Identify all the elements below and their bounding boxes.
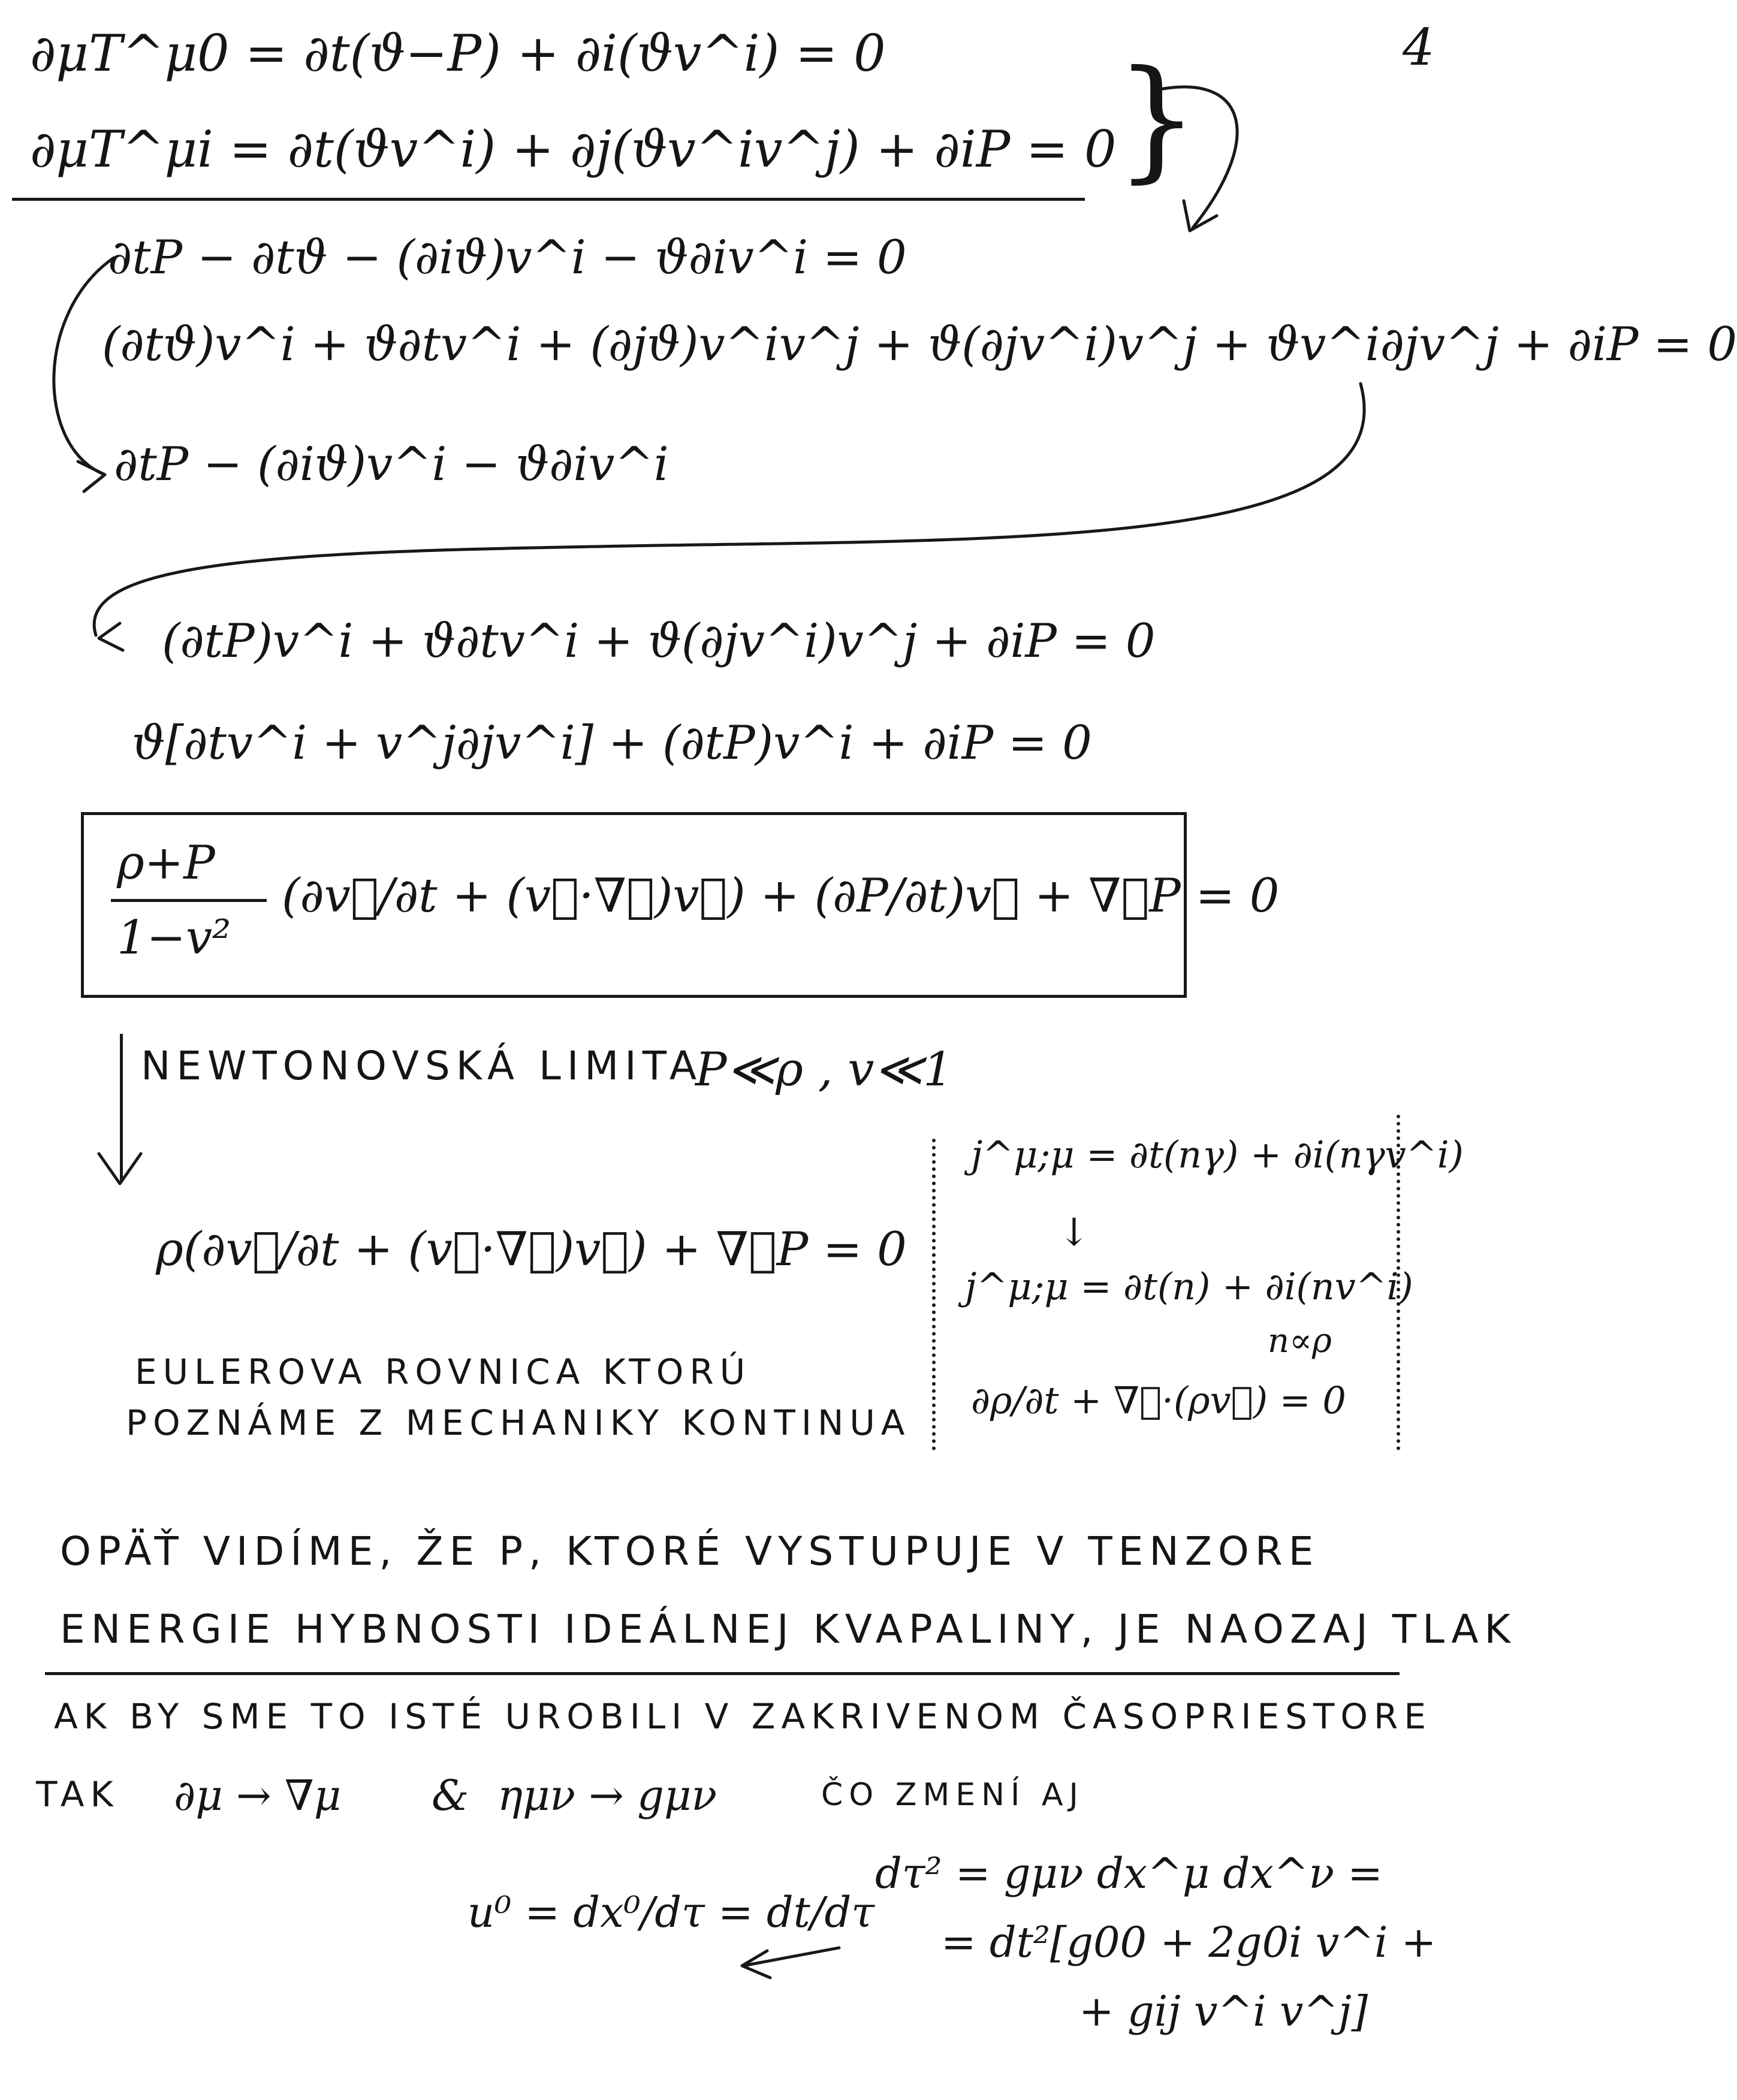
boxed-fraction-bar	[111, 899, 267, 902]
side-note-current-newtonian: j^μ;μ = ∂t(n) + ∂i(nv^i)	[965, 1265, 1413, 1308]
side-note-current-relativistic: j^μ;μ = ∂t(nγ) + ∂i(nγv^i)	[971, 1133, 1464, 1176]
curved-co-zmeni: ČO ZMENÍ AJ	[821, 1777, 1084, 1813]
arrow-big-loop	[94, 384, 1364, 635]
equation-substitution: ∂tP − (∂iϑ)v^i − ϑ∂iv^i	[114, 437, 669, 491]
arrow-loop-left-head	[78, 461, 105, 491]
conclusion-line1: OPÄŤ VIDÍME, ŽE P, KTORÉ VYSTUPUJE V TENZORE	[60, 1528, 1320, 1574]
euler-text-line2: POZNÁME Z MECHANIKY KONTINUA	[126, 1402, 911, 1443]
side-note-left-wave	[932, 1139, 936, 1450]
side-note-down-arrow: ↓	[1058, 1211, 1090, 1255]
divider-top	[12, 198, 1085, 201]
curved-tak: TAK	[36, 1774, 119, 1815]
curved-substitution-derivative: ∂μ → ∇μ	[174, 1771, 342, 1820]
newton-limit-label: NEWTONOVSKÁ LIMITA	[141, 1043, 703, 1089]
newton-limit-arrow	[120, 1034, 123, 1181]
boxed-fraction-denominator: 1−v²	[117, 911, 231, 965]
arrow-big-loop-head	[99, 623, 123, 650]
euler-equation: ρ(∂v⃗/∂t + (v⃗·∇⃗)v⃗) + ∇⃗P = 0	[156, 1223, 907, 1277]
proper-time-line3: + gij v^i v^j]	[1079, 1987, 1368, 2036]
equation-continuity: ∂μT^μ0 = ∂t(ϑ−P) + ∂i(ϑv^i) = 0	[30, 24, 886, 83]
arrow-tau-link-head	[742, 1951, 770, 1978]
curved-ampersand: &	[432, 1771, 469, 1820]
boxed-fraction-numerator: ρ+P	[117, 836, 215, 890]
boxed-equation-body: (∂v⃗/∂t + (v⃗·∇⃗)v⃗) + (∂P/∂t)v⃗ + ∇⃗P = 0	[282, 869, 1280, 923]
equation-simplified-1: (∂tP)v^i + ϑ∂tv^i + ϑ(∂jv^i)v^j + ∂iP = 0	[162, 614, 1156, 668]
newton-limit-condition: P≪ρ , v≪1	[695, 1043, 953, 1097]
equation-expanded-2: (∂tϑ)v^i + ϑ∂tv^i + (∂jϑ)v^iv^j + ϑ(∂jv^i)v^j + ϑv^i∂jv^j + ∂iP = 0	[102, 318, 1737, 372]
equation-momentum: ∂μT^μi = ∂t(ϑv^i) + ∂j(ϑv^iv^j) + ∂iP = 0	[30, 120, 1117, 179]
four-velocity-u0: u⁰ = dx⁰/dτ = dt/dτ	[468, 1888, 874, 1937]
equation-expanded-1: ∂tP − ∂tϑ − (∂iϑ)v^i − ϑ∂iv^i = 0	[108, 231, 907, 285]
proper-time-line1: dτ² = gμν dx^μ dx^ν =	[875, 1849, 1383, 1898]
brace-right: }	[1115, 42, 1199, 195]
page-number: 4	[1403, 18, 1435, 77]
boxed-relativistic-euler	[81, 812, 1280, 998]
divider-bottom	[45, 1672, 1400, 1675]
conclusion-line2: ENERGIE HYBNOSTI IDEÁLNEJ KVAPALINY, JE NAOZAJ TLAK	[60, 1606, 1516, 1652]
equation-simplified-2: ϑ[∂tv^i + v^j∂jv^i] + (∂tP)v^i + ∂iP = 0	[132, 716, 1092, 770]
proper-time-line2: = dt²[g00 + 2g0i v^i +	[941, 1918, 1437, 1967]
curved-spacetime-line1: AK BY SME TO ISTÉ UROBILI V ZAKRIVENOM ČASOPRIESTORE	[54, 1696, 1432, 1737]
curved-substitution-metric: ημν → gμν	[497, 1771, 717, 1820]
arrow-brace-to-expanded-head	[1184, 201, 1217, 231]
euler-text-line1: EULEROVA ROVNICA KTORÚ	[135, 1351, 752, 1392]
side-note-continuity: ∂ρ/∂t + ∇⃗·(ρv⃗) = 0	[971, 1378, 1346, 1422]
arrow-tau-link	[743, 1948, 839, 1966]
side-note-proportionality: n∝ρ	[1268, 1321, 1332, 1360]
